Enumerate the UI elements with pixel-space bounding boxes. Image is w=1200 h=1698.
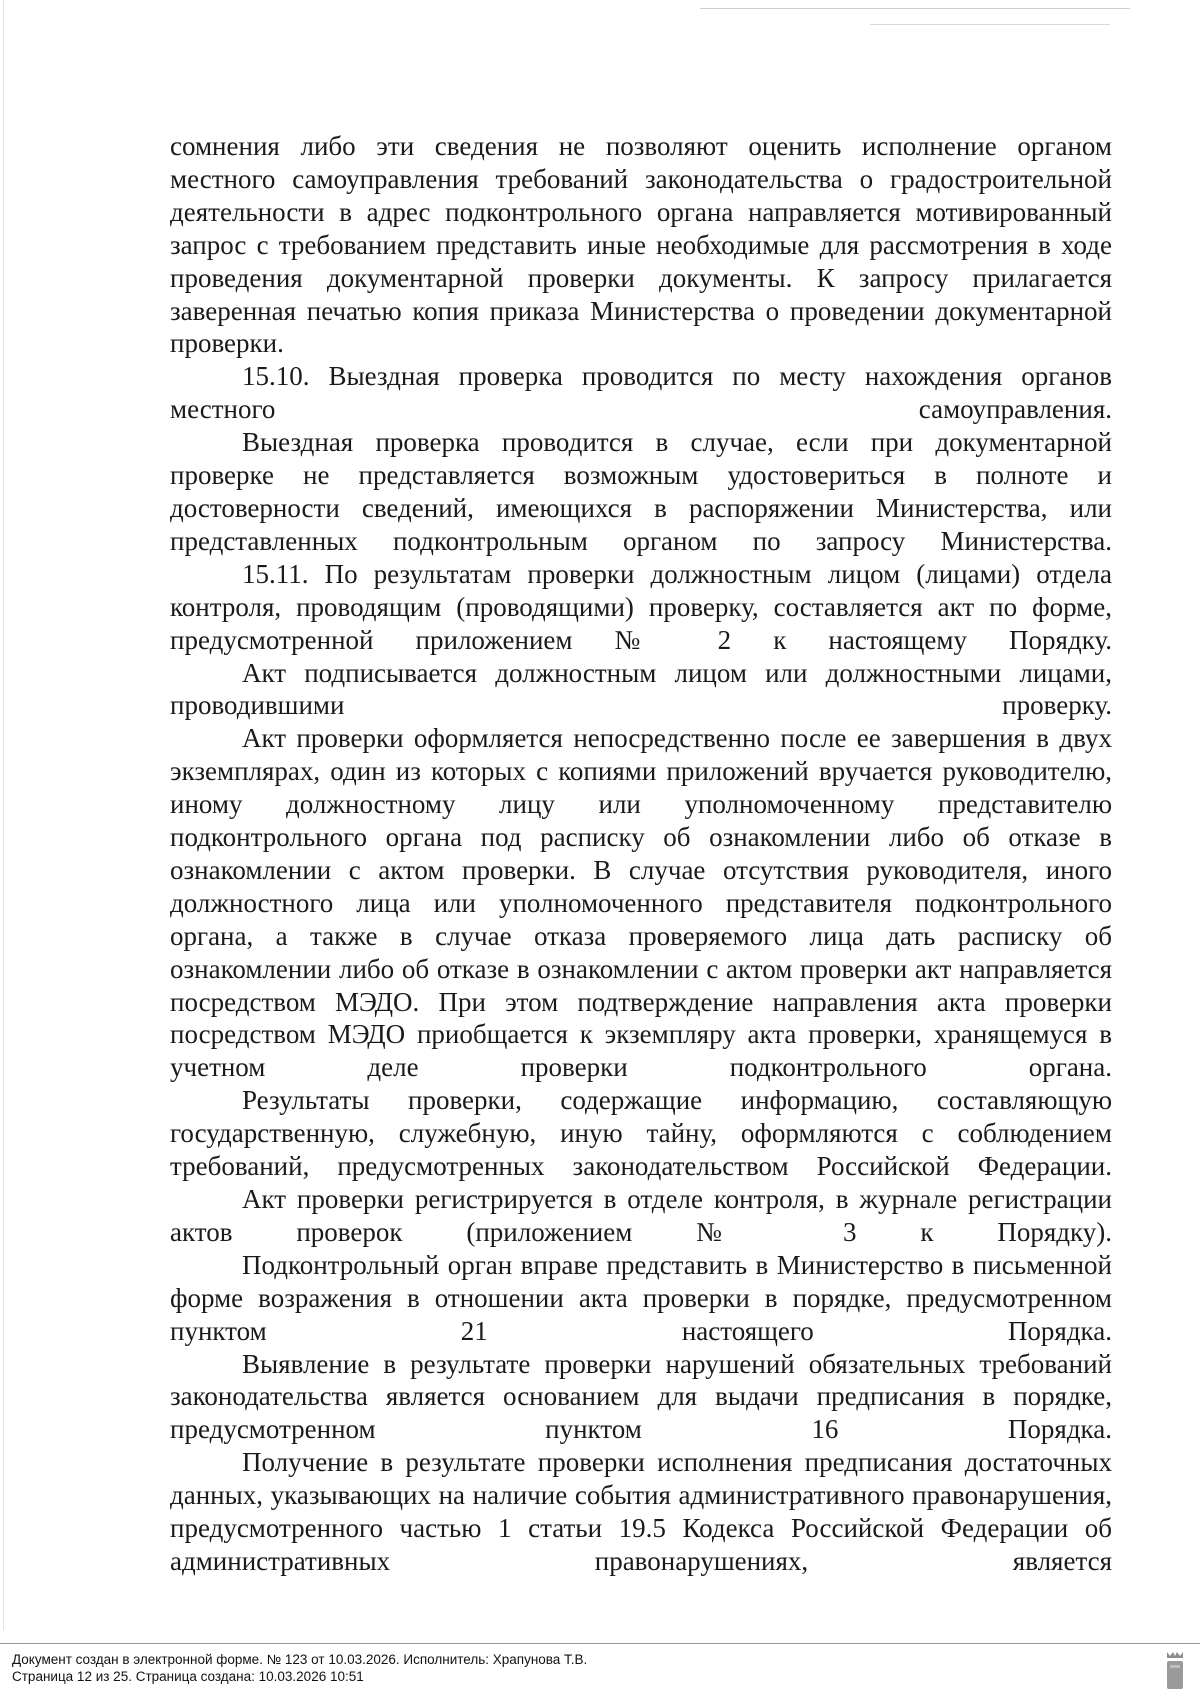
footer-divider (0, 1643, 1200, 1644)
document-footer (12, 1651, 587, 1685)
document-body (170, 130, 1112, 1578)
paragraph: Выявление в результате проверки нарушений обязательных требований законодательства является основанием для выдачи предписания в порядке, предусмотренном пунктом 16 Порядка. (170, 1348, 1112, 1445)
electronic-signature-seal-icon (1164, 1650, 1186, 1690)
paragraph: Результаты проверки, содержащие информацию, составляющую государственную, служебную, иную тайну, оформляются с соблюдением требований, предусмотренных законодательством Российской Федерации. (170, 1085, 1112, 1182)
paragraph: сомнения либо эти сведения не позволяют оценить исполнение органом местного самоуправления требований законодательства о градостроительной деятельности в адрес подконтрольного органа направляется мотивированный запрос с требованием представить иные необходимые для рассмотрения в ходе проведения документарной проверки документы. К запросу прилагается заверенная печатью копия приказа Министерства о проведении документарной проверки. (170, 131, 1112, 359)
footer-line-page: Страница 12 из 25. Страница создана: 10.03.2026 10:51 (12, 1669, 364, 1684)
paragraph: Получение в результате проверки исполнения предписания достаточных данных, указывающих на наличие события административного правонарушения, предусмотренного частью 1 статьи 19.5 Кодекса Российской Федерации об административных правонарушениях, является (170, 1447, 1112, 1576)
paragraph: Акт проверки оформляется непосредственно после ее завершения в двух экземплярах, один из которых с копиями приложений вручается руководителю, иному должностному лицу или уполномоченному представителю подконтрольного органа под расписку об ознакомлении либо об отказе в ознакомлении с актом проверки. В случае отсутствия руководителя, иного должностного лица или уполномоченного представителя подконтрольного органа, а также в случае отказа проверяемого лица дать расписку об ознакомлении либо об отказе в ознакомлении с актом проверки акт направляется посредством МЭДО. При этом подтверждение направления акта проверки посредством МЭДО приобщается к экземпляру акта проверки, хранящемуся в учетном деле проверки подконтрольного органа. (170, 723, 1112, 1083)
scan-artifact-line (700, 8, 1130, 9)
footer-line-registration: Документ создан в электронной форме. № 123 от 10.03.2026. Исполнитель: Храпунова Т.В. (12, 1652, 588, 1667)
paragraph: Акт проверки регистрируется в отделе контроля, в журнале регистрации актов проверок (приложением № 3 к Порядку). (170, 1184, 1112, 1247)
paragraph: Подконтрольный орган вправе представить в Министерство в письменной форме возражения в отношении акта проверки в порядке, предусмотренном пунктом 21 настоящего Порядка. (170, 1249, 1112, 1346)
paragraph: 15.11. По результатам проверки должностным лицом (лицами) отдела контроля, проводящим (проводящими) проверку, составляется акт по форме, предусмотренной приложением № 2 к настоящему Порядку. (170, 558, 1112, 655)
scan-artifact-line (870, 24, 1110, 25)
paragraph: 15.10. Выездная проверка проводится по месту нахождения органов местного самоуправления. (170, 361, 1112, 425)
paragraph: Акт подписывается должностным лицом или должностными лицами, проводившими проверку. (170, 657, 1112, 721)
paragraph: Выездная проверка проводится в случае, если при документарной проверке не представляется возможным удостовериться в полноте и достоверности сведений, имеющихся в распоряжении Министерства, или представленных подконтрольным органом по запросу Министерства. (170, 427, 1112, 556)
scan-edge-line (3, 0, 4, 1630)
